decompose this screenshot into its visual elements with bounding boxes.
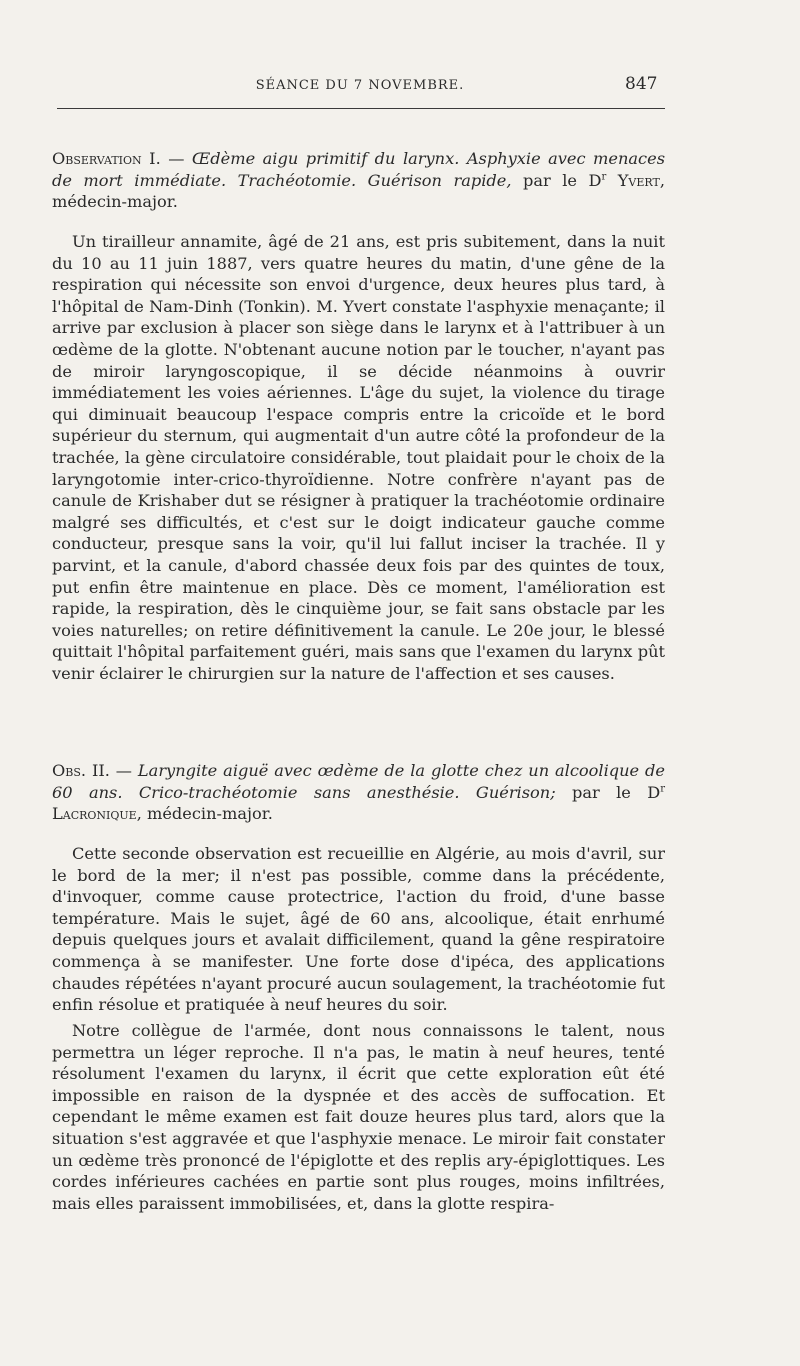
observation-2-paragraph-1: Cette seconde observation est recueillie en Algérie, au mois d'avril, sur le bord de la mer; il n'est pas possible, comme dans la précédente, d'invoquer, comme cause protectrice, l'action du froid, d'une basse température. Mais le sujet, âgé de 60 ans, alcoolique, était enrhumé depuis quelques jours et avalait difficilement, quand la gêne respiratoire commença à se manifester. Une forte dose d'ipéca, des applications chaudes répétées n'ayant procuré aucun soulagement, la trachéotomie fut enfin résolue et pratiquée à neuf heures du soir.	[52, 844, 665, 1015]
observation-1-heading	[52, 148, 665, 213]
obs2-by: par le D	[572, 782, 661, 802]
obs1-by-sup: r	[601, 171, 607, 183]
obs2-number: II. —	[91, 761, 132, 780]
obs1-label: Observation	[52, 149, 142, 168]
running-header	[0, 72, 800, 104]
obs2-label: Obs.	[52, 761, 87, 780]
observation-2-paragraph-2: Notre collègue de l'armée, dont nous connaissons le talent, nous permettra un léger reproche. Il n'a pas, le matin à neuf heures, tenté résolument l'examen du larynx, il écrit que cette exploration eût été impossible en raison de la dyspnée et des accès de suffocation. Et cependant le même examen est fait douze heures plus tard, alors que la situation s'est aggravée et que l'asphyxie menace. Le miroir fait constater un œdème très prononcé de l'épiglotte et des replis ary-épiglottiques. Les cordes inférieures cachées en partie sont plus rouges, moins infiltrées, mais elles paraissent immobilisées, et, dans la glotte respira-	[52, 1021, 665, 1213]
observation-2-heading	[52, 760, 665, 825]
obs1-title: Œdème aigu primitif du larynx. Asphyxie avec menaces de mort immédiate. Trachéotomie. Guérison rapide,	[52, 149, 666, 190]
obs1-number: I. —	[149, 149, 185, 168]
obs2-author-role: , médecin-major.	[136, 804, 273, 824]
obs1-by: par le D	[522, 170, 602, 190]
obs2-by-sup: r	[660, 783, 665, 795]
obs1-author: Yvert	[617, 170, 660, 190]
obs2-author: Lacronique	[52, 804, 137, 824]
running-title: SÉANCE DU 7 NOVEMBRE.	[255, 78, 465, 93]
page-number: 847	[625, 74, 658, 94]
observation-1-paragraph: Un tirailleur annamite, âgé de 21 ans, est pris subitement, dans la nuit du 10 au 11 juin 1887, vers quatre heures du matin, d'une gêne de la respiration qui nécessite son envoi d'urgence, deux heures plus tard, à l'hôpital de Nam-Dinh (Tonkin). M. Yvert constate l'asphyxie menaçante; il arrive par exclusion à placer son siège dans le larynx et à l'attribuer à un œdème de la glotte. N'obtenant aucune notion par le toucher, n'ayant pas de miroir laryngoscopique, il se décide néanmoins à ouvrir immédiatement les voies aériennes. L'âge du sujet, la violence du tirage qui diminuait beaucoup l'espace compris entre la cricoïde et le bord supérieur du sternum, qui augmentait d'un autre côté la profondeur de la trachée, la gène circulatoire considérable, tout plaidait pour le choix de la laryngotomie inter-crico-thyroïdienne. Notre confrère n'ayant pas de canule de Krishaber dut se résigner à pratiquer la trachéotomie ordinaire malgré ses difficultés, et c'est sur le doigt indicateur gauche comme conducteur, presque sans la voir, qu'il lui fallut inciser la trachée. Il y parvint, et la canule, d'abord chassée deux fois par des quintes de toux, put enfin être maintenue en place. Dès ce moment, l'amélioration est rapide, la respiration, dès le cinquième jour, se fait sans obstacle par les voies naturelles; on retire définitivement la canule. Le 20e jour, le blessé quittait l'hôpital parfaitement guéri, mais sans que l'examen du larynx pût venir éclairer le chirurgien sur la nature de l'affection et ses causes.	[52, 232, 665, 683]
header-rule	[57, 108, 665, 109]
obs2-title: Laryngite aiguë avec œdème de la glotte chez un alcoolique de 60 ans. Crico-trachéotomie sans anesthésie. Guérison;	[52, 761, 665, 802]
obs1-author-role: , médecin-major.	[52, 170, 665, 212]
